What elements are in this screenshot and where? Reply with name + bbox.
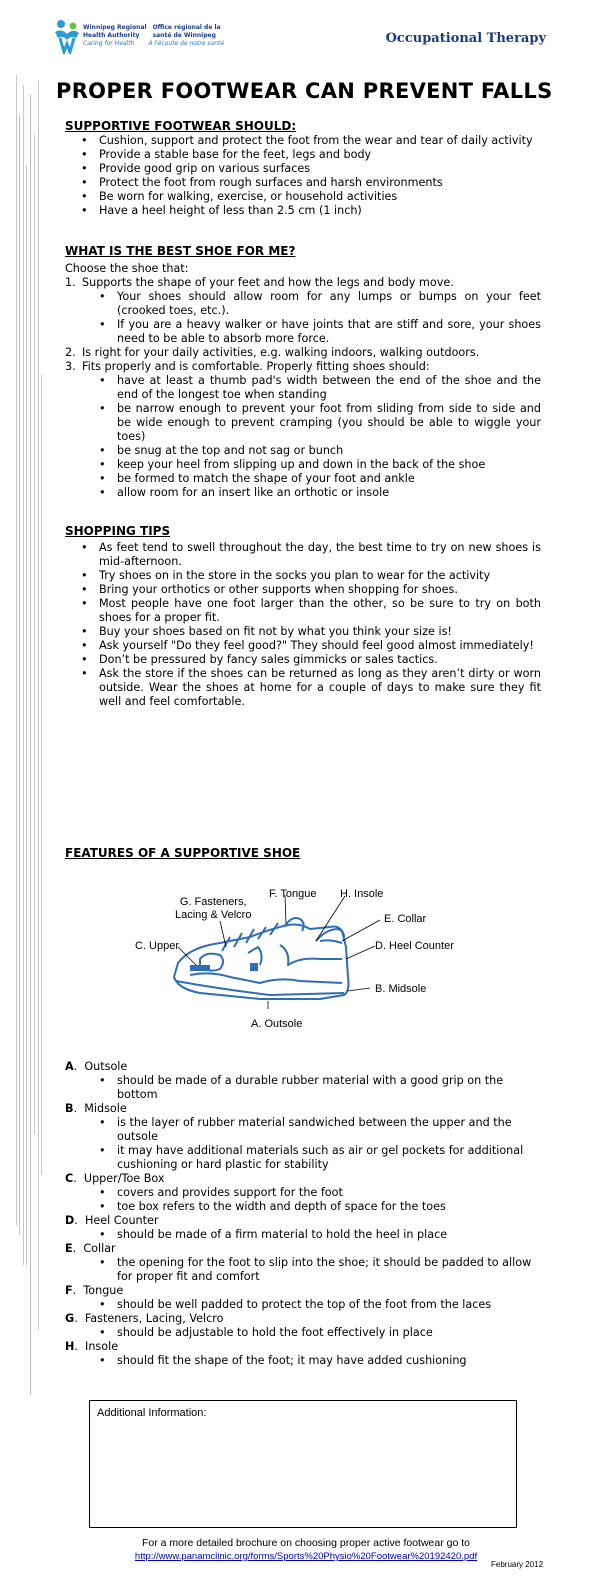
feature-name: Insole [85, 1340, 119, 1353]
list-item: • Buy your shoes based on fit not by what you think your size is! [79, 625, 541, 639]
list-item: • Provide good grip on various surfaces [79, 162, 569, 176]
footer-text: For a more detailed brochure on choosing proper active footwear go to [141, 1537, 471, 1549]
label-fasteners [175, 896, 251, 922]
feature-item: E. Collar [65, 1242, 116, 1255]
list-item: • have at least a thumb pad's width between the end of the shoe and the end of the longest toe when standing [97, 374, 541, 402]
point-2 [65, 346, 545, 360]
publication-date: February 2012 [491, 1560, 544, 1569]
label-heel-counter: D. Heel Counter [375, 940, 454, 952]
point-1-list [97, 290, 541, 346]
feature-name: Tongue [83, 1284, 124, 1297]
page-title: PROPER FOOTWEAR CAN PREVENT FALLS [56, 79, 553, 103]
org-name [83, 24, 224, 48]
feature-item: B. Midsole [65, 1102, 127, 1115]
supportive-list [79, 134, 569, 218]
feature-name: Midsole [84, 1102, 127, 1115]
list-item: • toe box refers to the width and depth of space for the toes [97, 1200, 541, 1214]
label-collar: E. Collar [384, 913, 427, 925]
feature-letter: F [65, 1284, 73, 1297]
feature-sublist [65, 1186, 541, 1214]
feature-name: Heel Counter [84, 1214, 159, 1227]
feature-name: Collar [83, 1242, 116, 1255]
point-text: Supports the shape of your feet and how the legs and body move. [82, 276, 454, 289]
shopping-heading: SHOPPING TIPS [65, 524, 171, 538]
feature-letter: C [65, 1172, 74, 1185]
list-item: • Cushion, support and protect the foot from the wear and tear of daily activity [79, 134, 569, 148]
feature-item: G. Fasteners, Lacing, Velcro [65, 1312, 224, 1325]
feature-sublist [65, 1298, 541, 1312]
label-tongue: F. Tongue [269, 888, 317, 900]
margin-stripes [14, 75, 42, 1375]
feature-item: D. Heel Counter [65, 1214, 159, 1227]
feature-letter: E [65, 1242, 73, 1255]
org-name-en-1: Winnipeg Regional [83, 24, 147, 31]
label-upper: C. Upper [135, 940, 180, 952]
list-item: • Ask yourself "Do they feel good?" They should feel good almost immediately! [79, 639, 541, 653]
label-midsole: B. Midsole [375, 983, 427, 995]
feature-item: C. Upper/Toe Box [65, 1172, 165, 1185]
list-item: • be snug at the top and not sag or bunch [97, 444, 541, 458]
point-3-list [97, 374, 541, 500]
list-item: • If you are a heavy walker or have joints that are stiff and sore, your shoes need to be able to absorb more force. [97, 318, 541, 346]
feature-letter: A [65, 1060, 74, 1073]
list-item: • Have a heel height of less than 2.5 cm (1 inch) [79, 204, 569, 218]
feature-name: Fasteners, Lacing, Velcro [84, 1312, 224, 1325]
label-fasteners-line1: G. Fasteners, [179, 896, 247, 908]
point-number: 1. [65, 276, 76, 289]
shopping-list [79, 541, 541, 709]
feature-sublist [65, 1354, 541, 1368]
list-item: • should be made of a firm material to hold the heel in place [97, 1228, 541, 1242]
list-item: • Bring your orthotics or other supports when shopping for shoes. [79, 583, 541, 597]
supportive-heading: SUPPORTIVE FOOTWEAR SHOULD: [65, 119, 297, 133]
list-item: • Ask the store if the shoes can be returned as long as they aren’t dirty or worn outside. Wear the shoes at home for a couple of days to make sure they fit well and feel comfortable. [79, 667, 541, 709]
feature-letter: D [65, 1214, 75, 1227]
list-item: • should fit the shape of the foot; it may have added cushioning [97, 1354, 541, 1368]
feature-letter: B [65, 1102, 74, 1115]
additional-info-label: Additional Information: [97, 1407, 207, 1419]
org-name-fr-2: santé de Winnipeg [152, 32, 216, 39]
list-item: • Don’t be pressured by fancy sales gimmicks or sales tactics. [79, 653, 541, 667]
list-item: • As feet tend to swell throughout the day, the best time to try on new shoes is mid-afternoon. [79, 541, 541, 569]
feature-letter: G [65, 1312, 75, 1325]
list-item: • is the layer of rubber material sandwiched between the upper and the outsole [97, 1116, 541, 1144]
label-insole: H. Insole [340, 888, 384, 900]
list-item: • it may have additional materials such as air or gel pockets for additional cushioning or hard plastic for stability [97, 1144, 541, 1172]
best-shoe-heading: WHAT IS THE BEST SHOE FOR ME? [65, 244, 296, 258]
point-text: Is right for your daily activities, e.g. walking indoors, walking outdoors. [82, 346, 480, 359]
list-item: • should be made of a durable rubber material with a good grip on the bottom [97, 1074, 541, 1102]
point-text: Fits properly and is comfortable. Properly fitting shoes should: [82, 360, 430, 373]
feature-item: A. Outsole [65, 1060, 128, 1073]
org-name-en-2: Health Authority [83, 32, 140, 39]
label-fasteners-line2: Lacing & Velcro [175, 909, 252, 921]
list-item: • Try shoes on in the store in the socks you plan to wear for the activity [79, 569, 541, 583]
list-item: • Your shoes should allow room for any lumps or bumps on your feet (crooked toes, etc.). [97, 290, 541, 318]
point-1 [65, 276, 545, 290]
feature-list [65, 1060, 555, 1368]
best-shoe-intro: Choose the shoe that: [65, 262, 189, 275]
label-outsole: A. Outsole [251, 1018, 303, 1030]
point-3 [65, 360, 545, 374]
list-item: • allow room for an insert like an orthotic or insole [97, 486, 541, 500]
feature-sublist [65, 1074, 541, 1102]
additional-info-box[interactable] [89, 1400, 517, 1528]
feature-name: Outsole [84, 1060, 128, 1073]
list-item: • should be adjustable to hold the foot effectively in place [97, 1326, 541, 1340]
features-heading: FEATURES OF A SUPPORTIVE SHOE [65, 846, 301, 860]
tagline-en: Caring for Health [83, 40, 135, 47]
list-item: • be formed to match the shape of your foot and ankle [97, 472, 541, 486]
brochure-link[interactable]: http://www.panamclinic.org/forms/Sports%20Physio%20Footwear%20192420.pdf [134, 1551, 478, 1562]
list-item: • Be worn for walking, exercise, or household activities [79, 190, 569, 204]
point-number: 2. [65, 346, 76, 359]
list-item: • should be well padded to protect the top of the foot from the laces [97, 1298, 541, 1312]
list-item: • covers and provides support for the foot [97, 1186, 541, 1200]
feature-name: Upper/Toe Box [83, 1172, 165, 1185]
list-item: • Protect the foot from rough surfaces and harsh environments [79, 176, 569, 190]
feature-item: H. Insole [65, 1340, 119, 1353]
feature-sublist [65, 1228, 541, 1242]
org-name-fr-1: Office régional de la [152, 24, 221, 31]
list-item: • be narrow enough to prevent your foot from sliding from side to side and be wide enough to prevent cramping (you should be able to wiggle your toes) [97, 402, 541, 444]
list-item: • the opening for the foot to slip into the shoe; it should be padded to allow for proper fit and comfort [97, 1256, 541, 1284]
feature-item: F. Tongue [65, 1284, 124, 1297]
feature-sublist [65, 1326, 541, 1340]
list-item: • keep your heel from slipping up and down in the back of the shoe [97, 458, 541, 472]
feature-sublist [65, 1256, 541, 1284]
shoe-diagram [130, 885, 470, 1035]
feature-letter: H [65, 1340, 75, 1353]
tagline-fr: À l'écoute de notre santé [148, 40, 225, 47]
wrha-logo-icon [52, 18, 82, 54]
feature-sublist [65, 1116, 541, 1172]
point-number: 3. [65, 360, 76, 373]
list-item: • Most people have one foot larger than the other, so be sure to try on both shoes for a proper fit. [79, 597, 541, 625]
department-name: Occupational Therapy [385, 31, 546, 46]
list-item: • Provide a stable base for the feet, legs and body [79, 148, 569, 162]
